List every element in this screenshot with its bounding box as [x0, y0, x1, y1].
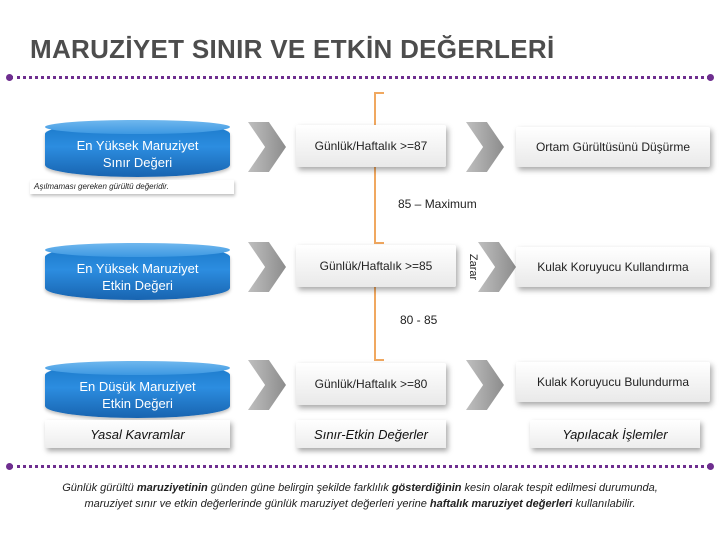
lower-action-line1: En Düşük Maruziyet	[79, 378, 196, 394]
page-title: MARUZİYET SINIR VE ETKİN DEĞERLERİ	[30, 34, 555, 64]
arrow-right-icon	[466, 360, 504, 410]
limit-value-cylinder	[45, 122, 230, 177]
action-box-keep-protector: Kulak Koruyucu Bulundurma	[516, 362, 710, 402]
middle-box-80: Günlük/Haftalık >=80	[296, 363, 446, 405]
arrow-right-icon	[466, 122, 504, 172]
limit-value-line2: Sınır Değeri	[102, 154, 173, 170]
upper-action-cylinder	[45, 245, 230, 300]
upper-action-line2: Etkin Değeri	[102, 277, 173, 293]
limit-note: Aşılmaması gereken gürültü değeridir.	[30, 180, 234, 194]
action-box-use-protector: Kulak Koruyucu Kullandırma	[516, 247, 710, 287]
column-header-actions: Yapılacak İşlemler	[530, 420, 700, 448]
limit-value-line1: En Yüksek Maruziyet	[76, 137, 199, 153]
arrow-right-icon	[248, 360, 286, 410]
harm-label: Zarar	[467, 253, 479, 281]
middle-box-85: Günlük/Haftalık >=85	[296, 245, 456, 287]
middle-box-87: Günlük/Haftalık >=87	[296, 125, 446, 167]
bottom-divider	[10, 465, 710, 468]
lower-action-line2: Etkin Değeri	[102, 395, 173, 411]
arrow-right-icon	[248, 242, 286, 292]
range-label-max: 85 – Maximum	[398, 197, 477, 211]
arrow-right-icon	[248, 122, 286, 172]
column-header-values: Sınır-Etkin Değerler	[296, 420, 446, 448]
footer-note: Günlük gürültü maruziyetinin günden güne belirgin şekilde farklılık gösterdiğinin kesin olarak tespit edilmesi durumunda, maruziyet sınır ve etkin değerlerinde günlük maruziyet değerleri yerine haftalık maruziyet değerleri kullanılabilir.	[62, 482, 658, 510]
upper-action-line1: En Yüksek Maruziyet	[76, 260, 199, 276]
action-box-reduce-noise: Ortam Gürültüsünü Düşürme	[516, 127, 710, 167]
column-header-legal: Yasal Kavramlar	[45, 420, 230, 448]
range-bracket-top	[374, 92, 384, 244]
range-label-mid: 80 - 85	[400, 313, 438, 327]
range-bracket-bottom	[374, 285, 384, 361]
lower-action-cylinder	[45, 363, 230, 418]
top-divider	[10, 76, 710, 79]
